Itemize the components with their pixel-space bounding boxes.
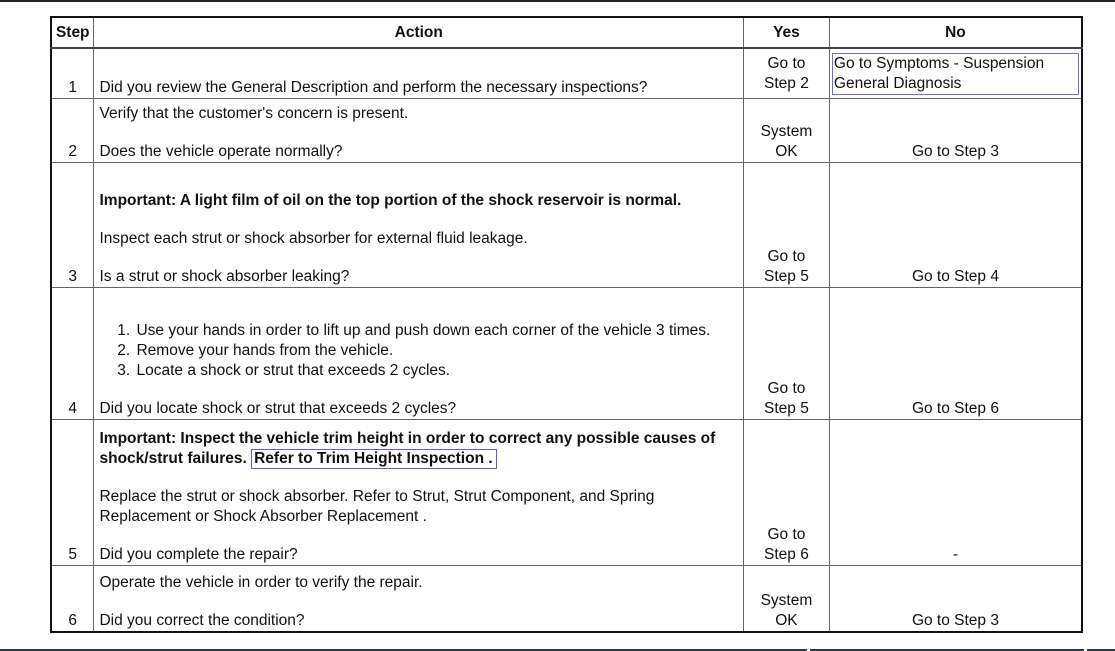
yes-text-line1: System — [760, 592, 813, 609]
bottom-frame-divider — [1084, 647, 1087, 651]
action-cell — [94, 48, 744, 99]
action-cell — [94, 288, 744, 420]
trim-height-inspection-link[interactable]: Refer to Trim Height Inspection . — [251, 449, 497, 469]
yes-text-line2: OK — [775, 143, 798, 160]
yes-text-line1: Go to — [767, 380, 806, 397]
action-text: Verify that the customer's concern is present. — [99, 105, 409, 122]
yes-text-line2: OK — [775, 612, 798, 629]
action-text: Did you review the General Description and perform the necessary inspections? — [99, 79, 648, 96]
header-no: No — [829, 17, 1082, 48]
no-cell: Go to Step 6 — [829, 288, 1082, 420]
important-note: Important: A light film of oil on the top portion of the shock reservoir is normal. — [99, 192, 682, 209]
yes-text-line1: Go to — [767, 54, 806, 72]
step-number: 5 — [51, 420, 94, 566]
yes-text-line1: System — [760, 123, 813, 140]
important-text: Important: Inspect the vehicle trim height in order to correct any possible causes of shock/strut failures. — [99, 430, 716, 467]
action-cell — [94, 163, 744, 288]
header-step: Step — [51, 17, 94, 48]
no-cell — [829, 48, 1082, 99]
action-text: Inspect each strut or shock absorber for external fluid leakage. — [99, 230, 528, 247]
action-question: Did you locate shock or strut that exceeds 2 cycles? — [99, 400, 457, 417]
top-rule — [0, 0, 1115, 2]
action-cell — [94, 420, 744, 566]
step-number: 6 — [51, 566, 94, 633]
yes-cell — [743, 420, 829, 566]
yes-cell — [743, 566, 829, 633]
action-question: Is a strut or shock absorber leaking? — [99, 268, 350, 285]
no-cell: Go to Step 3 — [829, 99, 1082, 163]
yes-text-line1: Go to — [767, 526, 806, 543]
table-header-row — [51, 17, 1082, 48]
action-question: Did you correct the condition? — [99, 612, 305, 629]
action-question: Does the vehicle operate normally? — [99, 143, 343, 160]
step-number: 2 — [51, 99, 94, 163]
action-question: Did you complete the repair? — [99, 546, 298, 563]
yes-text-line2: Step 5 — [764, 400, 809, 417]
yes-text-line2: Step 6 — [764, 546, 809, 563]
header-yes: Yes — [743, 17, 829, 48]
yes-text-line1: Go to — [767, 248, 806, 265]
yes-text-line2: Step 5 — [764, 268, 809, 285]
step-number: 4 — [51, 288, 94, 420]
step-number: 1 — [51, 48, 94, 99]
yes-cell — [743, 288, 829, 420]
action-text: Replace the strut or shock absorber. Refer to Strut, Strut Component, and Spring Replacement or Shock Absorber Replacement . — [99, 488, 655, 525]
bottom-frame-divider — [807, 647, 810, 651]
diagnostic-table — [50, 16, 1083, 633]
no-cell: Go to Step 3 — [829, 566, 1082, 633]
symptoms-suspension-link[interactable]: Go to Symptoms - Suspension General Diagnosis — [832, 53, 1079, 95]
action-cell — [94, 566, 744, 633]
table-row — [51, 566, 1082, 633]
action-cell — [94, 99, 744, 163]
no-cell: - — [829, 420, 1082, 566]
yes-cell — [743, 99, 829, 163]
yes-cell — [743, 48, 829, 99]
yes-text-line2: Step 2 — [764, 74, 809, 92]
table-row — [51, 288, 1082, 420]
important-note — [99, 429, 738, 469]
table-row — [51, 99, 1082, 163]
yes-cell — [743, 163, 829, 288]
action-text: Operate the vehicle in order to verify the repair. — [99, 574, 423, 591]
substep-item: 2. Remove your hands from the vehicle. — [134, 341, 738, 361]
no-cell: Go to Step 4 — [829, 163, 1082, 288]
substep-item: 3. Locate a shock or strut that exceeds 2 cycles. — [134, 361, 738, 381]
step-number: 3 — [51, 163, 94, 288]
table-row — [51, 163, 1082, 288]
substep-item: 1. Use your hands in order to lift up and push down each corner of the vehicle 3 times. — [134, 321, 738, 341]
substep-list — [99, 321, 738, 381]
table-row — [51, 48, 1082, 99]
table-row — [51, 420, 1082, 566]
header-action: Action — [94, 17, 744, 48]
